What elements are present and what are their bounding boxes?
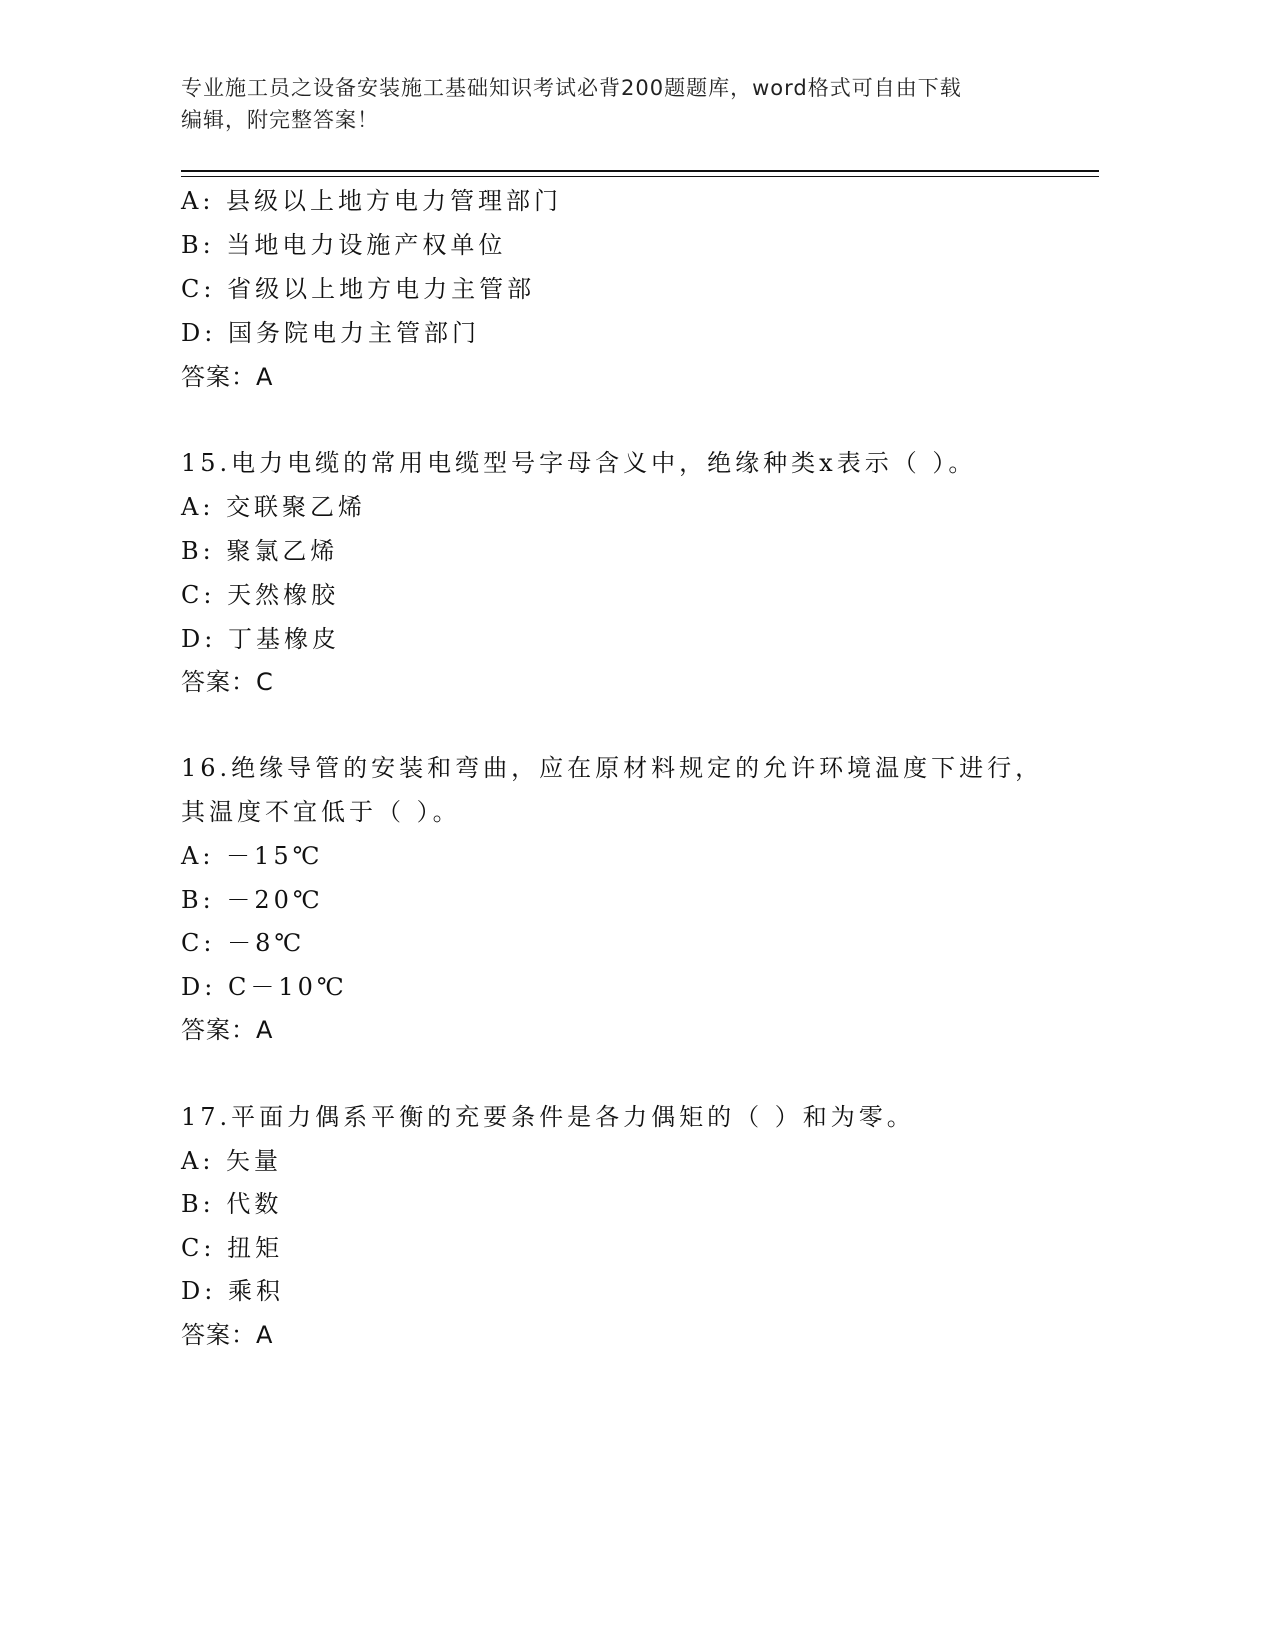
question-15-option-a: A: 交联聚乙烯 bbox=[181, 493, 367, 521]
question-17-option-c: C: 扭矩 bbox=[181, 1234, 284, 1262]
question-16-option-c: C: －8℃ bbox=[181, 929, 306, 957]
prev-question-answer: 答案：A bbox=[181, 363, 274, 391]
question-15-stem: 15.电力电缆的常用电缆型号字母含义中，绝缘种类x表示（ ）。 bbox=[181, 449, 977, 477]
header-title-line-2: 编辑，附完整答案！ bbox=[181, 108, 379, 132]
question-15-option-d: D: 丁基橡皮 bbox=[181, 625, 340, 653]
question-15-option-c: C: 天然橡胶 bbox=[181, 581, 340, 609]
question-17-option-d: D: 乘积 bbox=[181, 1277, 284, 1305]
prev-question-option-d: D: 国务院电力主管部门 bbox=[181, 319, 480, 347]
header-divider-bottom bbox=[181, 176, 1099, 177]
question-16-answer: 答案：A bbox=[181, 1016, 274, 1044]
question-16-stem-line-1: 16.绝缘导管的安装和弯曲，应在原材料规定的允许环境温度下进行， bbox=[181, 754, 1044, 782]
header-title-line-1: 专业施工员之设备安装施工基础知识考试必背200题题库，word格式可自由下载 bbox=[181, 76, 962, 100]
document-header bbox=[181, 72, 1061, 136]
question-16-option-b: B: －20℃ bbox=[181, 886, 324, 914]
prev-question-option-b: B: 当地电力设施产权单位 bbox=[181, 231, 507, 259]
question-15-option-b: B: 聚氯乙烯 bbox=[181, 537, 339, 565]
question-17-answer: 答案：A bbox=[181, 1321, 274, 1349]
question-17-option-a: A: 矢量 bbox=[181, 1147, 283, 1175]
question-16-option-a: A: －15℃ bbox=[181, 842, 324, 870]
header-divider-top bbox=[181, 170, 1099, 172]
question-15-answer: 答案：C bbox=[181, 668, 274, 696]
prev-question-option-c: C: 省级以上地方电力主管部 bbox=[181, 275, 536, 303]
question-16-stem-line-2: 其温度不宜低于（ ）。 bbox=[181, 798, 461, 826]
prev-question-option-a: A: 县级以上地方电力管理部门 bbox=[181, 187, 563, 215]
question-17-stem: 17.平面力偶系平衡的充要条件是各力偶矩的（ ）和为零。 bbox=[181, 1103, 915, 1131]
question-16-option-d: D: C－10℃ bbox=[181, 973, 348, 1001]
question-17-option-b: B: 代数 bbox=[181, 1190, 283, 1218]
